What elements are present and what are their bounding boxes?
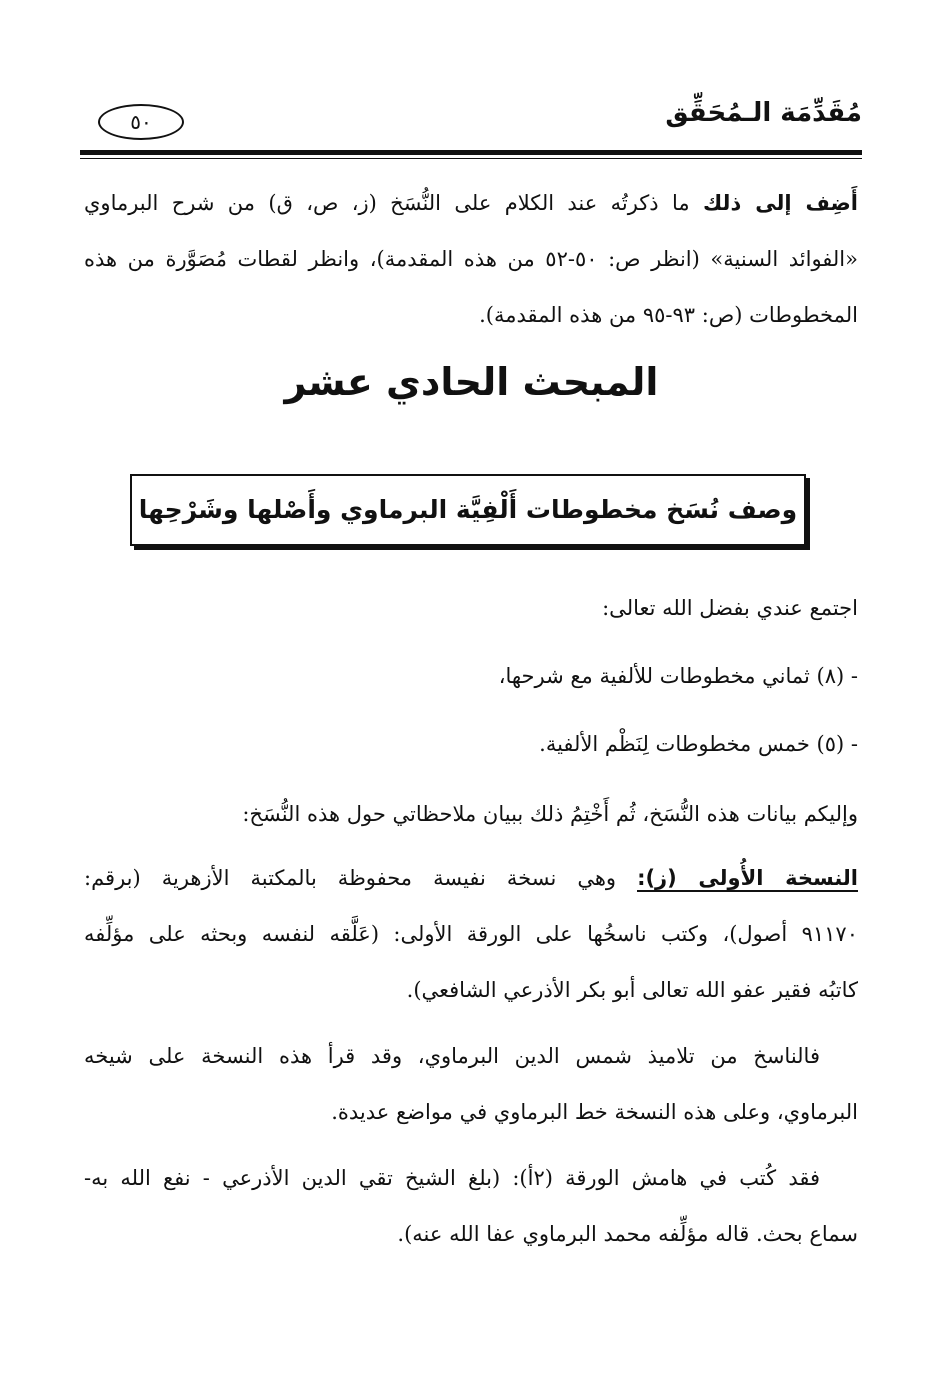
manuscript-1-paragraph — [84, 850, 858, 1018]
margin-note-line-1: فقد كُتب في هامش الورقة (٢أ): (بلغ الشيخ تقي الدين الأذرعي - نفع الله به- — [84, 1166, 821, 1190]
body-list — [84, 648, 858, 772]
list-item: - (٥) خمس مخطوطات لِنَظْم الألفية. — [539, 732, 858, 756]
manuscript-1-label: النسخة الأُولى (ز): — [637, 866, 858, 890]
intro-line-1-text: ما ذكرتُه عند الكلام على النُّسَخ (ز، ص، ق) من شرح البرماوي — [84, 191, 703, 215]
list-item: - (٨) ثماني مخطوطات للألفية مع شرحها، — [498, 664, 858, 688]
intro-line-2: «الفوائد السنية» (انظر ص: ٥٠-٥٢ من هذه المقدمة)، وانظر لقطات مُصَوَّرة من هذه — [84, 247, 858, 271]
body-paragraph-4: وإليكم بيانات هذه النُّسَخ، ثُم أَخْتِمُ ذلك ببيان ملاحظاتي حول هذه النُّسَخ: — [242, 802, 858, 826]
running-title: مُقَدِّمَة الـمُحَقِّق — [665, 98, 862, 128]
body-paragraph-4-wrap — [84, 786, 858, 842]
intro-paragraph — [84, 175, 858, 343]
section-box-title: وصف نُسَخ مخطوطات أَلْفِيَّة البرماوي وأَصْلها وشَرْحِها — [130, 474, 806, 546]
header-rule-thin — [80, 158, 862, 159]
body-text — [84, 580, 858, 636]
intro-lead: أَضِف إلى ذلك — [703, 191, 858, 215]
body-paragraph-1: اجتمع عندي بفضل الله تعالى: — [602, 596, 858, 620]
manuscript-1-line-2: ٩١١٧٠ أصول)، وكتب ناسخُها على الورقة الأولى: (عَلَّقه لنفسه وبحثه على مؤلِّفه — [84, 922, 858, 946]
intro-line-3: المخطوطات (ص: ٩٣-٩٥ من هذه المقدمة). — [479, 303, 858, 327]
page-header — [80, 92, 862, 150]
manuscript-1-line-1-text: وهي نسخة نفيسة محفوظة بالمكتبة الأزهرية (برقم: — [84, 866, 638, 890]
page-number: ٥٠ — [98, 104, 184, 140]
margin-note-paragraph — [84, 1150, 858, 1262]
manuscript-1-line-1 — [84, 850, 858, 906]
header-rule-thick — [80, 150, 862, 155]
intro-line-1 — [84, 175, 858, 231]
copyist-line-2: البرماوي، وعلى هذه النسخة خط البرماوي في مواضع عديدة. — [331, 1100, 858, 1124]
copyist-paragraph — [84, 1028, 858, 1140]
manuscript-1-line-3: كاتبُه فقير عفو الله تعالى أبو بكر الأذرعي الشافعي). — [406, 978, 858, 1002]
margin-note-line-2: سماع بحث. قاله مؤلِّفه محمد البرماوي عفا الله عنه). — [397, 1222, 858, 1246]
copyist-line-1: فالناسخ من تلاميذ شمس الدين البرماوي، وقد قرأ هذه النسخة على شيخه — [84, 1044, 820, 1068]
section-title: المبحث الحادي عشر — [284, 360, 659, 404]
